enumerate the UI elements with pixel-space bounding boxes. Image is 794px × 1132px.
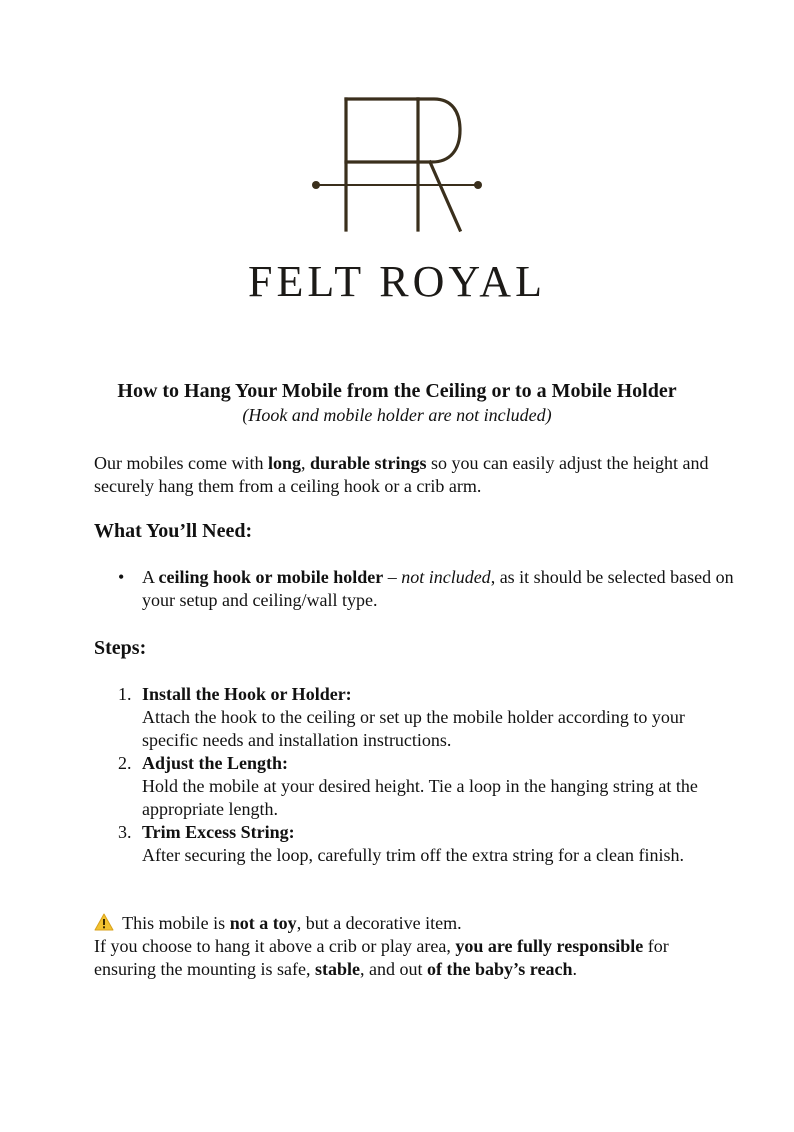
step-description: After securing the loop, carefully trim off the extra string for a clean finish. (142, 845, 684, 865)
intro-text-1: Our mobiles come with (94, 453, 268, 473)
warning-text-1: This mobile is (118, 913, 230, 933)
intro-bold-durable-strings: durable strings (310, 453, 427, 473)
warning-text-2: , but a decorative item. (296, 913, 462, 933)
needs-item-text (142, 566, 738, 612)
step-description: Attach the hook to the ceiling or set up the mobile holder according to your specific needs and installation instructions. (142, 707, 685, 750)
step-number: 2. (118, 753, 132, 773)
warning-bold-baby-reach: of the baby’s reach (426, 959, 573, 979)
warning-icon (94, 913, 114, 931)
step-number: 3. (118, 822, 132, 842)
needs-dash: – (383, 567, 402, 587)
steps-heading: Steps: (94, 637, 147, 659)
step-description: Hold the mobile at your desired height. Tie a loop in the hanging string at the appropriate length. (142, 776, 698, 819)
page-title: How to Hang Your Mobile from the Ceiling or to a Mobile Holder (117, 380, 677, 402)
warning-bold-responsible: you are fully responsible (455, 936, 644, 956)
needs-text-3: , as it should be selected based on your setup and ceiling/wall type. (142, 567, 734, 610)
felt-royal-monogram-logo (310, 92, 484, 234)
intro-text-3: so you can easily adjust the height and securely hang them from a ceiling hook or a crib arm. (94, 453, 709, 496)
step-title: Install the Hook or Holder: (142, 684, 352, 704)
warning-text-4: for ensuring the mounting is safe, (94, 936, 669, 979)
warning-bold-not-a-toy: not a toy (229, 913, 297, 933)
intro-bold-long: long (267, 453, 301, 473)
step-title: Trim Excess String: (142, 822, 295, 842)
warning-text-6: . (572, 959, 577, 979)
needs-heading: What You’ll Need: (94, 520, 253, 542)
intro-paragraph (94, 452, 734, 498)
intro-text-2: , (301, 453, 310, 473)
warning-notice (94, 912, 734, 981)
warning-bold-stable: stable (314, 959, 360, 979)
warning-text-3: If you choose to hang it above a crib or play area, (94, 936, 456, 956)
step-number: 1. (118, 684, 132, 704)
step-title: Adjust the Length: (142, 753, 289, 773)
needs-italic-not-included: not included (401, 567, 491, 587)
needs-bold-hook: ceiling hook or mobile holder (158, 567, 384, 587)
brand-name: FELT ROYAL (248, 257, 546, 306)
needs-text-1: A (142, 567, 159, 587)
bullet-dot: • (118, 567, 125, 587)
warning-text-5: , and out (359, 959, 427, 979)
page-subtitle: (Hook and mobile holder are not included) (242, 405, 552, 425)
